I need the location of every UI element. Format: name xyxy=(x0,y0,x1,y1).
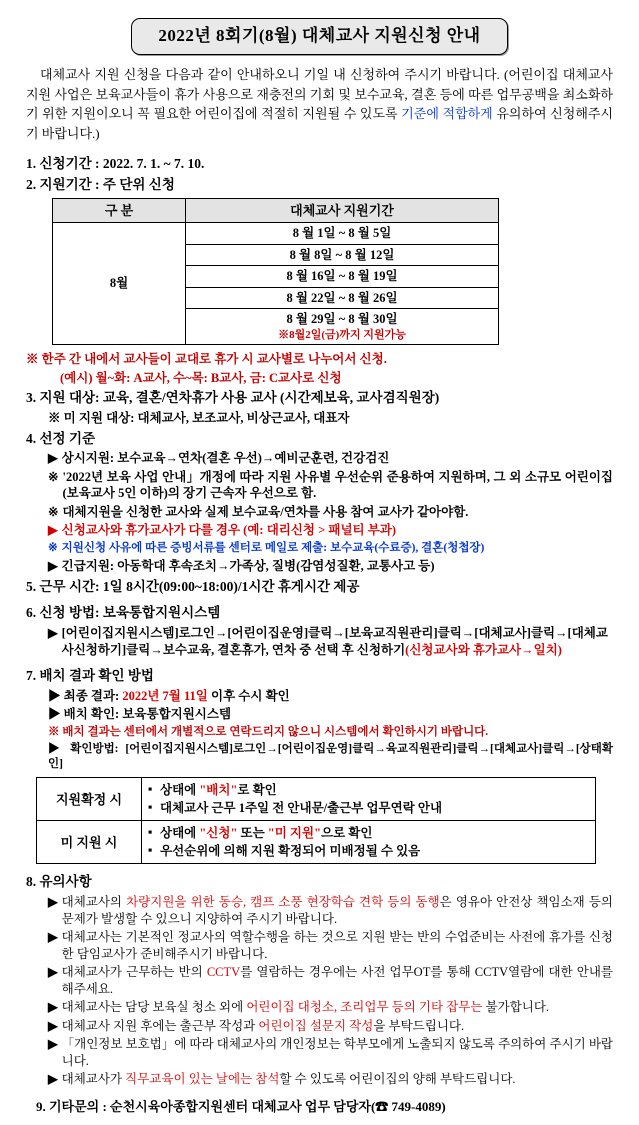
caution-text xyxy=(62,894,613,927)
table-note-text-2: (예시) 월~화: A교사, 수~목: B교사, 금: C교사로 신청 xyxy=(60,370,342,385)
cell-range: 8 월 1일 ~ 8 월 5일 xyxy=(186,223,499,245)
caution-em: 직무교육이 있는 날에는 참석 xyxy=(125,1072,280,1087)
caution-post: 불가합니다. xyxy=(482,1000,550,1015)
confirmed-list xyxy=(148,782,589,816)
section-4-criteria-title: 4. 선정 기준 xyxy=(26,430,96,446)
cell-label-confirmed: 지원확정 시 xyxy=(37,778,142,821)
list-item xyxy=(148,825,589,842)
item-em: "신청" xyxy=(199,826,238,841)
caution-pre: 대체교사는 담당 보육실 청소 외에 xyxy=(61,1000,247,1015)
result-final-text xyxy=(48,688,613,705)
section-6-apply-method-title: 6. 신청 방법: 보육통합지원시스템 xyxy=(26,605,221,621)
bullet-arrow-icon: ▶ xyxy=(48,895,58,910)
cell-label-not-supported: 미 지원 시 xyxy=(37,821,142,864)
item-post: 로 확인 xyxy=(237,783,277,798)
caution-pre: 대체교사가 xyxy=(61,1072,126,1087)
list-item xyxy=(148,843,589,860)
cell-range: 8 월 22일 ~ 8 월 26일 xyxy=(186,287,499,309)
bullet-arrow-icon: ▶ xyxy=(48,1072,58,1087)
criteria-text: '2022년 보육 사업 안내」개정에 따라 지원 사유별 우선순위 준용하여 지원하며, 그 외 소규모 어린이집(보육교사 5인 이하)의 장기 근속자 우선으로 함. xyxy=(62,469,613,501)
section-8-cautions-title: 8. 유의사항 xyxy=(26,874,92,890)
bullet-arrow-icon: ▶ xyxy=(48,1000,58,1015)
caution-text xyxy=(62,999,613,1016)
intro-part-2: 유의하여 신청해주시기 바랍니다.) xyxy=(26,106,614,141)
criteria-text: 긴급지원: 아동학대 후속조치→가족상, 질병(감염성질환, 교통사고 등) xyxy=(61,559,435,574)
section-3-title: 3. 지원 대상 xyxy=(26,390,96,406)
apply-method-main: [어린이집지원시스템]로그인→[어린이집운영]클릭→[보육교직원관리]클릭→[대체교사]클릭→[대체교사신청하기]클릭→보수교육, 결혼휴가, 연차 중 선택 후 신청하기 xyxy=(61,626,608,657)
caution-em: CCTV xyxy=(206,965,241,980)
caution-post: 은 영유아 안전상 책임소재 등의 문제가 발생할 수 있으니 지양하여 주시기 바랍니다. xyxy=(61,895,613,926)
caution-text xyxy=(62,1071,613,1088)
bullet-note-icon: ※ xyxy=(48,504,59,519)
criteria-item xyxy=(48,450,613,467)
support-period-table xyxy=(52,198,499,345)
title-container xyxy=(26,18,613,55)
section-2-support-period: 2. 지원기간 : 주 단위 신청 xyxy=(26,177,175,193)
caution-pre: 「개인정보 보호법」에 따라 대체교사의 개인정보는 학부모에게 노출되지 않도록 주의하여 주시기 바랍니다. xyxy=(61,1037,613,1068)
caution-em: 차량지원을 위한 동승, 캠프 소풍 현장학습 견학 등의 동행 xyxy=(126,895,440,910)
th-period: 대체교사 지원기간 xyxy=(186,199,499,223)
table-row xyxy=(53,223,499,245)
caution-item xyxy=(48,929,613,962)
item-pre: 우선순위에 의해 지원 확정되어 미배정될 수 있음 xyxy=(160,843,421,858)
status-confirm-table xyxy=(36,777,596,864)
cell-confirmed-items xyxy=(142,778,596,821)
intro-part-1: 대체교사 지원 신청을 다음과 같이 안내하오니 기일 내 신청하여 주시기 바랍니다. (어린이집 대체교사지원 사업은 보육교사들이 휴가 사용으로 재충전의 기회 및 보수교육, 결혼 등에 따른 업무공백을 최소화하기 위한 지원이오니 꼭 필요한 어린이집에 적절히 지원될 수 있도록 xyxy=(26,67,613,122)
bullet-arrow-icon: ▶ xyxy=(48,1018,58,1033)
criteria-item xyxy=(48,558,613,575)
section-7-result-title: 7. 배치 결과 확인 방법 xyxy=(26,668,154,684)
bullet-note-icon: ※ xyxy=(48,541,58,554)
table-row xyxy=(37,821,596,864)
not-supported-list xyxy=(148,825,589,859)
result-howto-text: ▶ 확인방법: [어린이집지원시스템]로그인→[어린이집운영]클릭→육교직원관리]클릭→[대체교사]클릭→[상태확인] xyxy=(48,743,613,771)
table-footnote: ※8월2일(금)까지 지원가능 xyxy=(278,328,406,341)
apply-method-text xyxy=(62,625,613,658)
item-pre: 대체교사 근무 1주일 전 안내문/출근부 업무연락 안내 xyxy=(160,800,443,815)
criteria-item xyxy=(48,469,613,502)
bullet-arrow-icon: ▶ xyxy=(48,1037,58,1052)
item-em: "배치" xyxy=(199,783,238,798)
caution-item xyxy=(48,1018,613,1035)
apply-method-note: (신청교사와 휴가교사→일치) xyxy=(405,642,562,657)
bullet-arrow-icon: ▶ xyxy=(48,626,58,641)
caution-text xyxy=(62,964,613,997)
intro-highlight: 기준에 적합하게 xyxy=(401,106,493,122)
result-warning-row xyxy=(48,725,613,740)
cell-range-text: 8 월 29일 ~ 8 월 30일 xyxy=(286,312,398,327)
caution-item xyxy=(48,1071,613,1088)
item-em-2: "미 지원" xyxy=(267,826,322,841)
criteria-item xyxy=(48,522,613,539)
section-3-note-row xyxy=(48,410,613,427)
list-item xyxy=(148,800,589,817)
caution-pre: 대체교사의 xyxy=(61,895,127,910)
result-warning-text: ※ 배치 결과는 센터에서 개별적으로 연락드리지 않으니 시스템에서 확인하시기 바랍니다. xyxy=(48,725,489,738)
result-howto-row xyxy=(48,742,613,772)
cell-range: 8 월 16일 ~ 8 월 19일 xyxy=(186,266,499,288)
bullet-arrow-icon: ▶ xyxy=(48,965,58,980)
caution-pre: 대체교사 지원 후에는 출근부 작성과 xyxy=(61,1018,259,1033)
result-final-row xyxy=(48,688,613,705)
criteria-item xyxy=(48,504,613,521)
cell-month: 8월 xyxy=(53,223,186,345)
th-division: 구 분 xyxy=(53,199,186,223)
caution-item xyxy=(48,894,613,927)
bullet-arrow-icon: ▶ xyxy=(48,523,58,538)
caution-item xyxy=(48,964,613,997)
caution-em: 어린이집 설문지 작성 xyxy=(258,1018,374,1033)
caution-post: 할 수 있도록 어린이집의 양해 부탁드립니다. xyxy=(279,1072,516,1087)
intro-paragraph xyxy=(26,65,613,143)
result-final-tail: 이후 수시 확인 xyxy=(207,688,290,703)
criteria-text: 상시지원: 보수교육→연차(결혼 우선)→예비군훈련, 건강검진 xyxy=(61,451,390,466)
apply-method-row xyxy=(48,625,613,658)
item-post: 또는 xyxy=(237,826,268,841)
table-header-row xyxy=(53,199,499,223)
criteria-text: 신청교사와 휴가교사가 다를 경우 (예: 대리신청 > 패널티 부과) xyxy=(61,523,397,538)
result-final-label: ▶ 최종 결과: xyxy=(48,688,123,703)
caution-pre: 대체교사는 기본적인 정교사의 역할수행을 하는 것으로 지원 받는 반의 수업준비는 사전에 휴가를 신청한 담임교사가 준비해주시기 바랍니다. xyxy=(61,930,613,961)
item-pre: 상태에 xyxy=(160,783,200,798)
result-final-date: 2022년 7월 11일 xyxy=(122,688,208,703)
section-3-note: ※ 미 지원 대상: 대체교사, 보조교사, 비상근교사, 대표자 xyxy=(48,411,350,426)
page-title: 2022년 8회기(8월) 대체교사 지원신청 안내 xyxy=(131,18,507,55)
bullet-arrow-icon: ▶ xyxy=(48,451,58,466)
section-3-target xyxy=(26,389,613,407)
bullet-note-icon: ※ xyxy=(48,469,59,484)
cell-range: 8 월 8일 ~ 8 월 12일 xyxy=(186,244,499,266)
caution-em: 어린이집 대청소, 조리업무 등의 기타 잡무는 xyxy=(246,1000,483,1015)
section-5-work-hours: 5. 근무 시간: 1일 8시간(09:00~18:00)/1시간 휴게시간 제공 xyxy=(26,578,360,594)
caution-post: 를 열람하는 경우에는 사전 업무OT를 통해 CCTV열람에 대한 안내를 해주세요. xyxy=(61,965,613,996)
bullet-arrow-icon: ▶ xyxy=(48,930,58,945)
table-note-text-1: ※ 한주 간 내에서 교사들이 교대로 휴가 시 교사별로 나누어서 신청. xyxy=(26,352,387,367)
section-1-apply-period: 1. 신청기간 : 2022. 7. 1. ~ 7. 10. xyxy=(26,156,205,172)
criteria-text: 지원신청 사유에 따른 증빙서류를 센터로 메일로 제출: 보수교육(수료증), 결혼(청첩장) xyxy=(61,541,485,554)
result-check-row xyxy=(48,706,613,723)
item-pre: 상태에 xyxy=(160,826,200,841)
result-check-text: ▶ 배치 확인: 보육통합지원시스템 xyxy=(48,707,232,722)
criteria-item xyxy=(48,541,613,556)
bullet-arrow-icon: ▶ xyxy=(48,559,58,574)
cell-range-last xyxy=(186,309,499,345)
table-row xyxy=(37,778,596,821)
cell-not-supported-items xyxy=(142,821,596,864)
caution-text xyxy=(62,1018,613,1035)
criteria-text: 대체지원을 신청한 교사와 실제 보수교육/연차를 사용 참여 교사가 같아야함. xyxy=(62,504,469,519)
table-note-line-2 xyxy=(60,370,613,387)
caution-item xyxy=(48,999,613,1016)
table-note-line-1 xyxy=(26,351,613,368)
section-9-contact: 9. 기타문의 : 순천시육아종합지원센터 대체교사 업무 담당자(☎ 749-4089) xyxy=(36,1098,446,1114)
caution-item xyxy=(48,1036,613,1069)
list-item xyxy=(148,782,589,799)
caution-post: 을 부탁드립니다. xyxy=(373,1018,465,1033)
item-post-2: 으로 확인 xyxy=(321,826,373,841)
caution-pre: 대체교사가 근무하는 반의 xyxy=(61,965,207,980)
section-3-body: : 교육, 결혼/연차휴가 사용 교사 (시간제보육, 교사겸직원장) xyxy=(95,390,440,406)
caution-text xyxy=(62,929,613,962)
caution-text xyxy=(62,1036,613,1069)
